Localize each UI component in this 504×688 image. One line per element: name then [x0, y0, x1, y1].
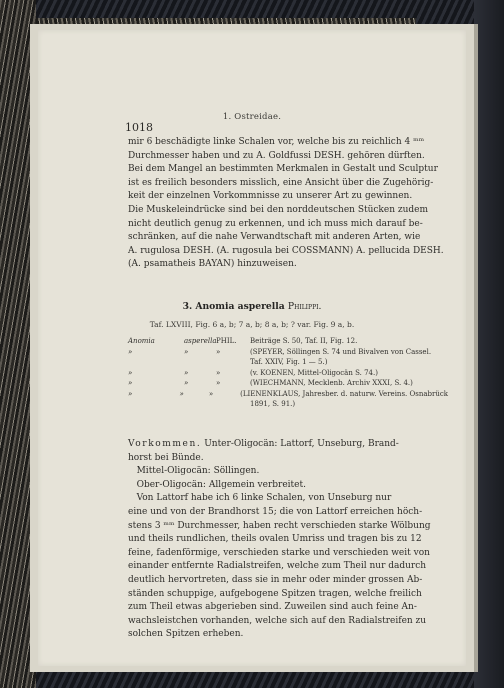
- ober-label: Ober-Oligocän:: [136, 479, 206, 490]
- text-line: mir 6 beschädigte linke Schalen vor, welche bis zu reichlich 4 ᵐᵐ: [128, 137, 425, 147]
- binding-edge: [474, 0, 504, 688]
- text-line: feine, fadenförmige, verschieden starke und verschieden weit von: [128, 547, 430, 558]
- synonymy-genus: »: [128, 389, 133, 398]
- text-line: Bei dem Mangel an bestimmten Merkmalen in Gestalt und Sculptur: [128, 164, 438, 175]
- vorkommen-unter: Unter-Oligocän: Lattorf, Unseburg, Brand-: [201, 439, 399, 449]
- synonymy-row: [128, 389, 448, 400]
- text-line: nicht deutlich genug zu erkennen, und ich muss mich darauf be-: [128, 218, 423, 229]
- text-line: [128, 465, 448, 479]
- text-line: einander entfernte Radialstreifen, welche zum Theil nur dadurch: [128, 561, 427, 572]
- species-name: Anomia asperella: [195, 301, 285, 312]
- text-line: deutlich hervortreten, dass sie in mehr oder minder grossen Ab-: [128, 574, 423, 585]
- synonymy-reference: (v. KOENEN, Mittel-Oligocän S. 74.): [250, 368, 378, 377]
- section-number: 3.: [182, 301, 193, 312]
- text-line: zum Theil etwas abgerieben sind. Zuweilen sind auch feine An-: [128, 602, 417, 613]
- synonymy-author: »: [216, 368, 221, 377]
- text-line: Die Muskeleindrücke sind bei den norddeutschen Stücken zudem: [128, 204, 429, 215]
- synonymy-author: »: [216, 379, 221, 387]
- vorkommen-label: Vorkommen.: [128, 439, 202, 449]
- synonymy-row: [128, 368, 448, 379]
- synonymy-reference: Beiträge S. 50, Taf. II, Fig. 12.: [250, 337, 358, 345]
- synonymy-author: PHIL.: [216, 337, 237, 345]
- mittel-label: Mittel-Oligocän:: [136, 466, 211, 477]
- text-line: ständen schuppige, aufgebogene Spitzen tragen, welche freilich: [128, 588, 422, 599]
- synonymy-reference: (SPEYER, Söllingen S. 74 und Bivalven von Cassel.: [250, 347, 432, 356]
- synonymy-species: »: [179, 389, 184, 398]
- text-line: (A. psamatheis BAYAN) hinzuweisen.: [128, 259, 297, 270]
- synonymy-list: [128, 336, 448, 410]
- book-page: [38, 30, 466, 666]
- synonymy-row: [128, 347, 448, 358]
- ober-value: Allgemein verbreitet.: [205, 479, 306, 490]
- synonymy-row: [128, 336, 448, 347]
- plate-reference: Taf. LXVIII, Fig. 6 a, b; 7 a, b; 8 a, b; ? var. Fig. 9 a, b.: [149, 320, 355, 329]
- synonymy-row-continuation: [128, 399, 448, 410]
- text-line: [128, 479, 448, 493]
- section-heading: [38, 301, 466, 312]
- text-line: keit der einzelnen Vorkommnisse zu unserer Art zu gewinnen.: [128, 191, 413, 202]
- synonymy-genus: »: [128, 368, 133, 377]
- synonymy-reference: (LIENENKLAUS, Jahresber. d. naturw. Vereins. Osnabrück: [240, 389, 448, 398]
- paragraph-top: [128, 136, 448, 272]
- page-number: 1018: [125, 121, 153, 134]
- text-line: Durchmesser haben und zu A. Goldfussi DESH. gehören dürften.: [128, 150, 425, 161]
- text-line: [128, 492, 448, 506]
- text-line: stens 3 ᵐᵐ Durchmesser, haben recht verschieden starke Wölbung: [128, 520, 431, 531]
- synonymy-genus: Anomia: [128, 337, 155, 345]
- synonymy-row-continuation: [128, 357, 448, 368]
- text-line: eine und von der Brandhorst 15; die von Lattorf erreichen höch-: [128, 506, 423, 517]
- mittel-value: Söllingen.: [210, 466, 260, 477]
- synonymy-reference: 1891, S. 91.): [250, 400, 296, 408]
- text-line: solchen Spitzen erheben.: [128, 629, 244, 640]
- text-line: horst bei Bünde.: [128, 452, 204, 463]
- text-line: und theils rundlichen, theils ovalen Umriss und tragen bis zu 12: [128, 534, 422, 545]
- text-line: A. rugulosa DESH. (A. rugosula bei COSSMANN) A. pellucida DESH.: [128, 245, 444, 256]
- synonymy-author: »: [216, 347, 221, 356]
- synonymy-genus: »: [128, 379, 133, 387]
- synonymy-author: »: [208, 389, 214, 398]
- synonymy-row: [128, 378, 448, 389]
- synonymy-genus: »: [128, 347, 133, 356]
- text-span: Von Lattorf habe ich 6 linke Schalen, von Unseburg nur: [136, 493, 392, 504]
- synonymy-species: asperella: [184, 337, 217, 345]
- synonymy-species: »: [184, 368, 189, 377]
- text-line: [128, 438, 448, 452]
- synonymy-reference: Taf. XXIV, Fig. 1 — 5.): [250, 358, 328, 366]
- species-author: Philippi.: [287, 301, 322, 312]
- synonymy-reference: (WIECHMANN, Mecklenb. Archiv XXXI, S. 4.): [250, 379, 413, 387]
- running-header: 1. Ostreidae.: [222, 112, 282, 122]
- text-line: wachsleistchen vorhanden, welche sich auf den Radialstreifen zu: [128, 615, 427, 626]
- text-line: schränken, auf die nahe Verwandtschaft mit anderen Arten, wie: [128, 232, 421, 243]
- text-line: ist es freilich besonders misslich, eine Ansicht über die Zugehörig-: [128, 177, 434, 188]
- synonymy-species: »: [184, 347, 189, 356]
- synonymy-species: »: [184, 379, 189, 387]
- paragraph-occurrence: [128, 438, 448, 642]
